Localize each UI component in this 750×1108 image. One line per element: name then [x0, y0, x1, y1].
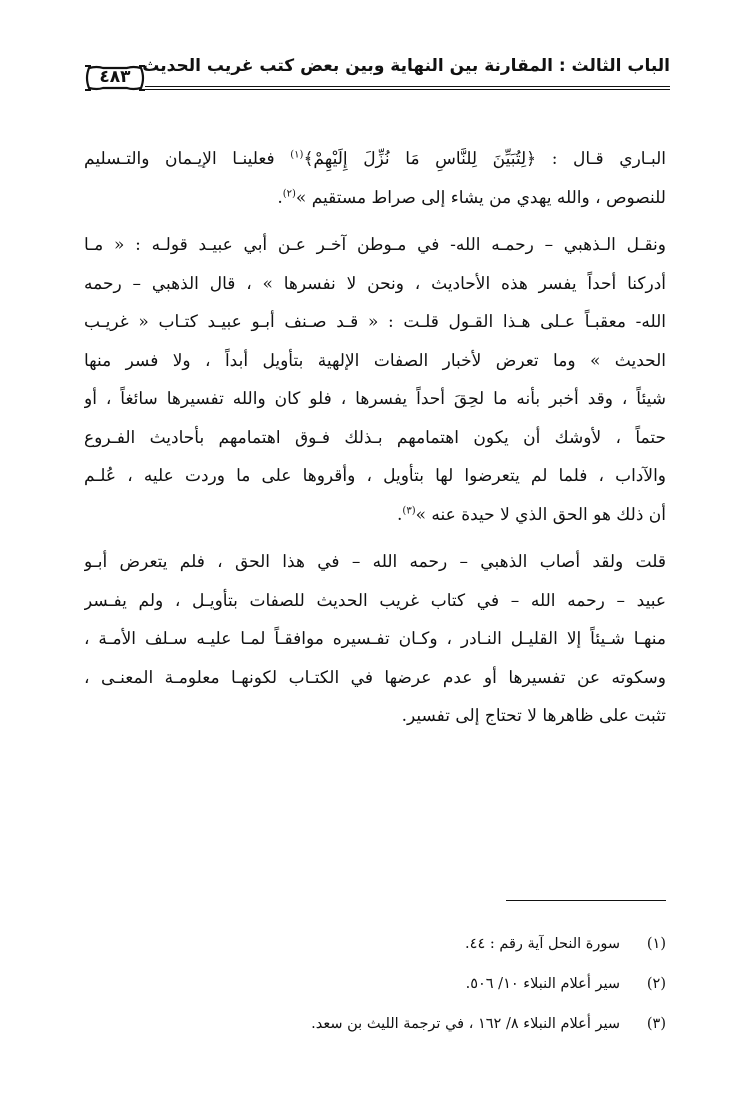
text-line: وسكوته عن تفسيرها أو عدم عرضها في الكتـاب لكونهـا معلومـة المعنـى ،	[84, 667, 666, 688]
footnote-number: (٢)	[646, 976, 666, 992]
text-line: قلت ولقد أصاب الذهبي – رحمه الله – في هذا الحق ، فلم يتعرض أبـو	[84, 552, 666, 572]
footnote-number: (١)	[646, 936, 666, 952]
footnote-text: سير أعلام النبلاء ٨/ ١٦٢ ، في ترجمة الليث بن سعد.	[311, 1016, 620, 1032]
footnote-item	[84, 964, 666, 1004]
main-text	[84, 140, 666, 736]
text-line: حتماً ، لأوشك أن يكون اهتمامهم بـذلك فـوق اهتمامهم بأحاديث الفـروع	[84, 427, 666, 448]
footnotes	[84, 924, 666, 1044]
paragraph-3	[84, 543, 666, 736]
page-number-badge	[83, 64, 147, 92]
paragraph-1	[84, 140, 666, 217]
paragraph-2	[84, 226, 666, 534]
text-line: أدركنا أحداً يفسر هذه الأحاديث ، ونحن لا نفسرها » ، قال الذهبي – رحمه	[84, 273, 666, 294]
text-line: عبيد – رحمه الله – في كتاب غريب الحديث للصفات بتأويـل ، ولم يفـسر	[84, 590, 666, 611]
running-header	[85, 56, 670, 90]
footnote-text: سورة النحل آية رقم : ٤٤.	[465, 936, 620, 952]
footnote-separator	[506, 900, 666, 901]
footnote-number: (٣)	[646, 1016, 666, 1032]
page-number: ٤٨٣	[99, 67, 131, 87]
paragraph-gap	[84, 534, 666, 543]
footnote-ref-3[interactable]: (٣)	[402, 504, 416, 516]
text-line	[84, 140, 666, 179]
text-line	[84, 179, 666, 218]
footnote-item	[84, 924, 666, 964]
text-line	[84, 496, 666, 535]
text-line: ونقـل الـذهبي – رحمـه الله- في مـوطن آخـر عـن أبي عبيـد قولـه : « مـا	[84, 235, 666, 255]
text-span: .	[397, 504, 403, 525]
footnote-item	[84, 1004, 666, 1044]
text-line: الحديث » وما تعرض لأخبار الصفات الإلهية بتأويل أبداً ، ولا فسر منها	[84, 350, 666, 371]
footnote-text: سير أعلام النبلاء ١٠/ ٥٠٦.	[465, 976, 620, 992]
text-span: فعلينـا الإيـمان والتـسليم	[84, 149, 291, 169]
footnote-ref-2[interactable]: (٢)	[282, 187, 296, 199]
paragraph-gap	[84, 217, 666, 226]
quran-verse: ﴿لِتُبَيِّنَ لِلنَّاسِ مَا نُزِّلَ إِلَيْهِمْ﴾	[303, 149, 537, 169]
text-line: الله- معقبـاً عـلى هـذا القـول قلـت : « قـد صـنف أبـو عبيـد كتـاب « غريـب	[84, 312, 666, 332]
text-line: تثبت على ظاهرها لا تحتاج إلى تفسير.	[401, 706, 666, 726]
text-line: منهـا شـيئاً إلا القليـل النـادر ، وكـان تفـسيره موافقـاً لمـا عليـه سـلف الأمـة ،	[84, 629, 666, 649]
header-rule	[145, 86, 670, 90]
text-line: والآداب ، فلما لم يتعرضوا لها بتأويل ، وأقروها على ما وردت عليه ، عُلـم	[84, 466, 666, 486]
text-span: للنصوص ، والله يهدي من يشاء إلى صراط مستقيم »	[295, 187, 666, 208]
chapter-title: الباب الثالث : المقارنة بين النهاية وبين بعض كتب غريب الحديث	[142, 56, 670, 76]
text-span: البـاري قـال :	[536, 149, 666, 169]
text-span: أن ذلك هو الحق الذي لا حيدة عنه »	[415, 504, 666, 525]
text-line: شيئاً ، وقد أخبر بأنه ما لحِقَ أحداً يفسرها ، فلو كان والله تفسيرها سائغاً ، أو	[84, 389, 666, 409]
text-span: .	[277, 187, 283, 208]
footnote-ref-1[interactable]: (١)	[290, 149, 304, 161]
